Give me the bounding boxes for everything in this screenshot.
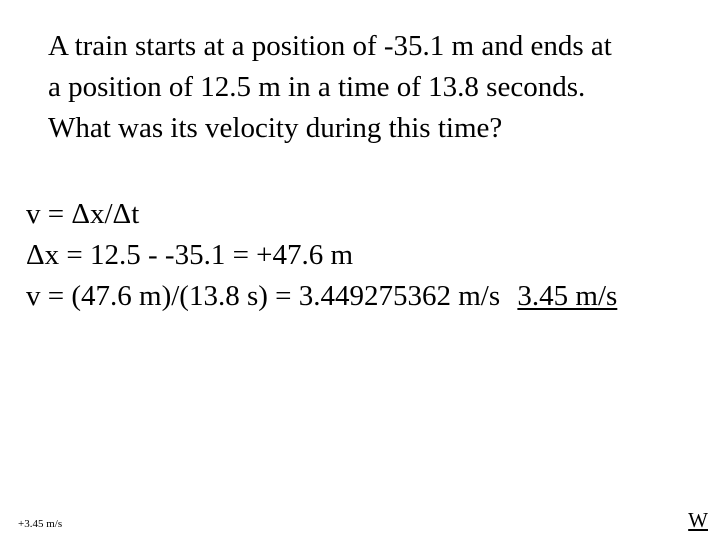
solution-block [26,194,706,317]
velocity-calculation-line [26,276,706,317]
final-answer: 3.45 m/s [517,280,618,312]
displacement-calculation: Δx = 12.5 - -35.1 = +47.6 m [26,239,354,271]
footer-note: +3.45 m/s [18,518,63,530]
question-line: What was its velocity during this time? [48,112,503,144]
question-line: a position of 12.5 m in a time of 13.8 seconds. [48,71,586,103]
question-text [48,26,708,149]
velocity-formula: v = Δx/Δt [26,198,140,230]
velocity-calculation: v = (47.6 m)/(13.8 s) = 3.449275362 m/s [26,280,501,312]
footer-mark: W [688,508,708,532]
question-line: A train starts at a position of -35.1 m and ends at [48,30,612,62]
